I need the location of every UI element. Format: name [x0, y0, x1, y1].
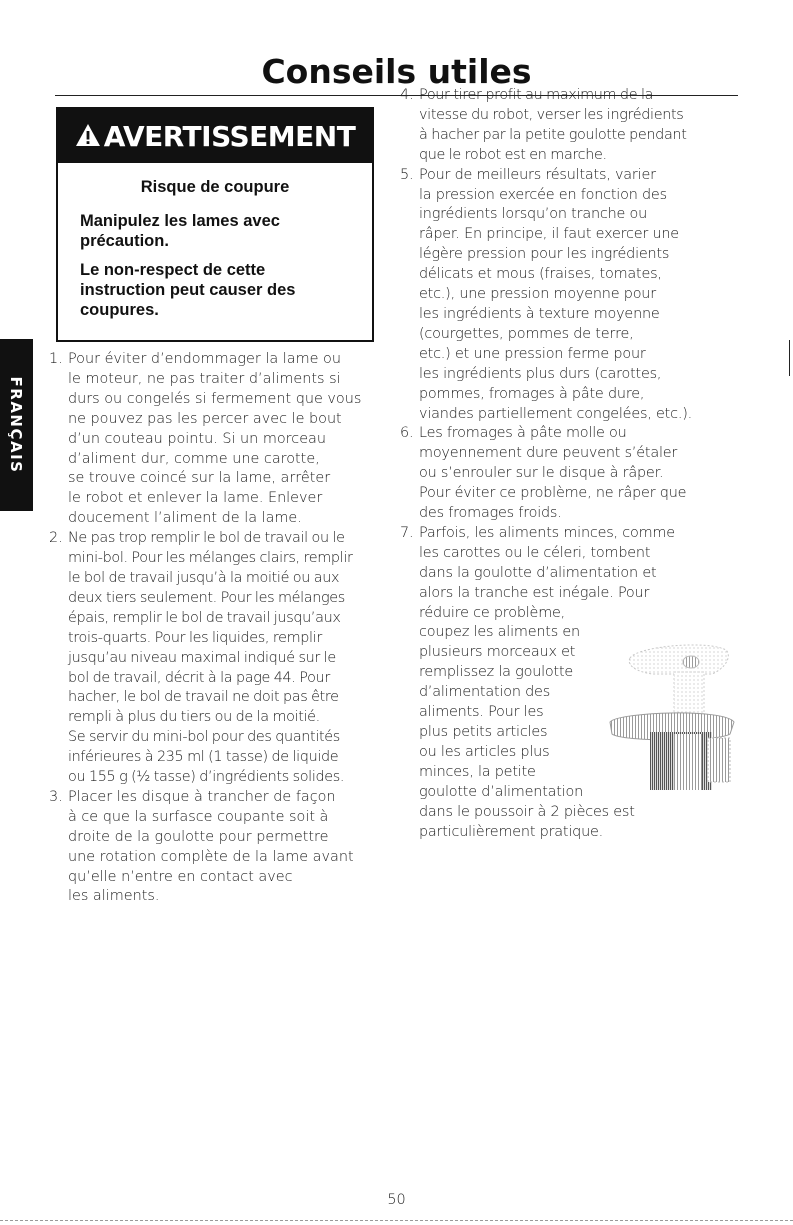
tip-text: Pour de meilleurs résultats, varier la pression exercée en fonction des ingrédients lorsqu’on tranche ou râper. En principe, il faut exercer une légère pression pour les ingrédients délicats et mous (fraises, tomates, etc.), une pression moyenne pour les ingrédients à texture moyenne (courgettes, pommes de terre, etc.) et une pression ferme pour les ingrédients plus durs (carottes, pommes, fromages à pâte dure, viandes partiellement congelées, etc.).: [419, 166, 692, 422]
page-title: Conseils utiles: [261, 52, 532, 91]
tip-text: Placer les disque à trancher de façon à ce que la surfasce coupante soit à droite de la goulotte pour permettre une rotation complète de la lame avant qu’elle n’entre en contact avec les aliments.: [68, 788, 354, 905]
warning-body: [58, 163, 372, 320]
tip-item: [49, 788, 379, 907]
tip-item: [400, 166, 740, 425]
warning-hazard: Risque de coupure: [140, 178, 290, 196]
page-number: 50: [387, 1192, 406, 1208]
tip-number: 4.: [400, 87, 414, 103]
tip-number: 5.: [400, 166, 414, 183]
tip-text: Pour éviter d’endommager la lame ou le moteur, ne pas traiter d’aliments si durs ou congelés si fermement que vous ne pouvez pas les percer avec le bout d’un couteau pointu. Si un morceau d’aliment dur, comme une carotte, se trouve coincé sur la lame, arrêter le robot et enlever la lame. Enlever doucement l’aliment de la lame.: [68, 351, 362, 527]
tip-item: [49, 529, 379, 788]
tip-item: [400, 424, 740, 524]
tip-number: 7.: [400, 524, 414, 541]
tip-text: Pour tirer profit au maximum de la vitesse du robot, verser les ingrédients à hacher par la petite goulotte pendant que le robot est en marche.: [419, 87, 687, 163]
tip-item: [400, 86, 740, 166]
tip-number: 3.: [49, 788, 63, 805]
tip-item: [49, 350, 379, 529]
warning-triangle-icon: [75, 123, 101, 147]
warning-box: [56, 107, 374, 342]
edge-mark: [789, 340, 790, 376]
tip-text: Ne pas trop remplir le bol de travail ou le mini-bol. Pour les mélanges clairs, remplir le bol de travail jusqu’à la moitié ou aux deux tiers seulement. Pour les mélanges épais, remplir le bol de travail jusqu’aux trois-quarts. Pour les liquides, remplir jusqu’au niveau maximal indiqué sur le bol de travail, décrit à la page 44. Pour hacher, le bol de travail ne doit pas être rempli à plus du tiers ou de la moitié. Se servir du mini-bol pour des quantités inférieures à 235 ml (1 tasse) de liquide ou 155 g (½ tasse) d’ingrédients solides.: [68, 530, 353, 786]
tip-number: 6.: [400, 425, 414, 442]
tip-number: 2.: [49, 530, 63, 547]
warning-header-text: AVERTISSEMENT: [103, 119, 356, 153]
language-side-tab-label: FRANÇAIS: [7, 376, 25, 474]
warning-paragraph: Manipulez les lames avec précaution.: [80, 212, 280, 250]
warning-header: [58, 109, 372, 163]
bottom-rule: [0, 1220, 793, 1221]
language-side-tab: [0, 339, 33, 511]
food-pusher-feed-tube-icon: [608, 638, 736, 792]
tip-text: Parfois, les aliments minces, comme les carottes ou le céleri, tombent dans la goulotte d’alimentation et alors la tranche est inégale. Pour réduire ce problème, coupez les aliments en plusieurs morceaux et remplissez la goulotte d’alimentation des aliments. Pour les plus petits articles ou les articles plus minces, la petite goulotte d’alimentation dans le poussoir à 2 pièces est particulièrement pratique.: [419, 524, 675, 840]
warning-paragraph: Le non-respect de cette instruction peut causer des coupures.: [80, 261, 296, 319]
tip-text: Les fromages à pâte molle ou moyennement dure peuvent s’étaler ou s’enrouler sur le disque à râper. Pour éviter ce problème, ne râper que des fromages froids.: [419, 425, 687, 522]
tip-number: 1.: [49, 351, 63, 367]
left-column: [49, 350, 379, 907]
